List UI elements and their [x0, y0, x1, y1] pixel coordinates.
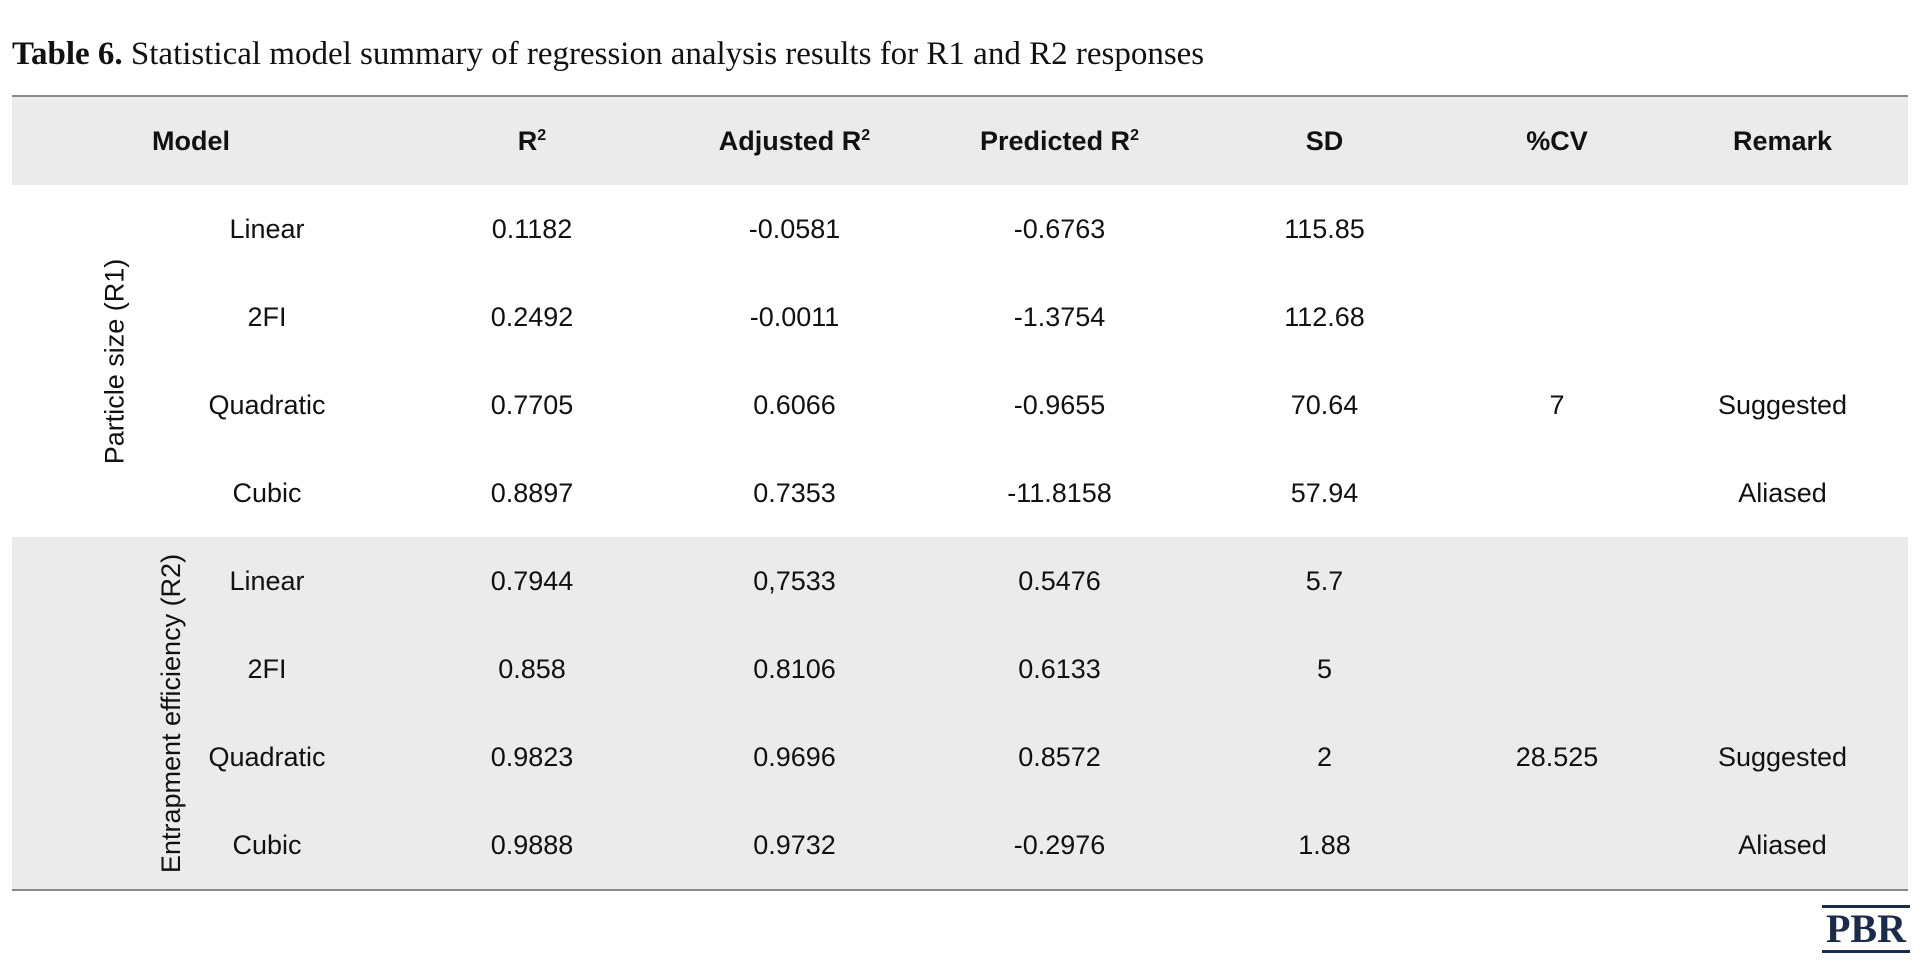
cell-model: Linear	[229, 565, 305, 596]
table-header-row	[12, 97, 1908, 185]
table-row	[12, 273, 1908, 361]
cell-remark	[1657, 625, 1908, 713]
cell-model: Cubic	[232, 829, 302, 860]
cell-remark	[1657, 537, 1908, 625]
cell-sd: 112.68	[1284, 301, 1365, 332]
publisher-logo: PBR	[1822, 905, 1910, 953]
header-cv: %CV	[1526, 125, 1588, 156]
table-group-r2	[12, 537, 1908, 889]
group-label: Entrapment efficiency (R2)	[156, 553, 187, 873]
cell-adjusted-r2: 0,7533	[753, 565, 836, 596]
cell-sd: 2	[1316, 741, 1333, 772]
cell-r2: 0.2492	[490, 301, 574, 332]
cell-cv	[1457, 185, 1657, 273]
cell-remark	[1657, 273, 1908, 361]
cell-adjusted-r2: 0.6066	[753, 389, 836, 420]
table-bottom-rule	[12, 889, 1908, 891]
group-label-cell	[12, 537, 187, 889]
cell-adjusted-r2: 0.8106	[753, 653, 836, 684]
cell-model: 2FI	[247, 301, 287, 332]
cell-cv: 28.525	[1515, 741, 1599, 772]
cell-predicted-r2: 0.6133	[1018, 653, 1101, 684]
cell-adjusted-r2: 0.9732	[753, 829, 836, 860]
cell-sd: 70.64	[1290, 389, 1359, 420]
cell-adjusted-r2: 0.7353	[753, 477, 836, 508]
group-label: Particle size (R1)	[99, 258, 130, 464]
cell-predicted-r2: -1.3754	[1013, 301, 1106, 332]
cell-r2: 0.1182	[491, 213, 573, 244]
cell-remark: Suggested	[1717, 389, 1848, 420]
cell-cv	[1457, 449, 1657, 537]
cell-adjusted-r2: -0.0581	[748, 213, 841, 244]
cell-r2: 0.858	[498, 653, 566, 684]
header-sd: SD	[1305, 125, 1344, 156]
cell-predicted-r2: 0.5476	[1018, 565, 1101, 596]
cell-predicted-r2: -0.6763	[1013, 213, 1106, 244]
cell-cv	[1457, 625, 1657, 713]
header-adjusted-r2: Adjusted $R^2$	[718, 125, 871, 156]
table-row	[12, 361, 1908, 449]
cell-remark	[1657, 185, 1908, 273]
cell-sd: 5	[1316, 653, 1333, 684]
cell-adjusted-r2: -0.0011	[749, 301, 840, 332]
cell-adjusted-r2: 0.9696	[753, 741, 836, 772]
table-row	[12, 185, 1908, 273]
cell-r2: 0.9823	[490, 741, 574, 772]
header-predicted-r2: Predicted $R^2$	[980, 125, 1139, 156]
cell-predicted-r2: -0.9655	[1013, 389, 1106, 420]
header-r2: $R^2$	[517, 125, 547, 156]
cell-remark: Aliased	[1738, 829, 1827, 860]
table-row	[12, 713, 1908, 801]
table-caption	[12, 32, 1204, 76]
cell-predicted-r2: -0.2976	[1013, 829, 1106, 860]
cell-r2: 0.8897	[490, 477, 574, 508]
cell-r2: 0.7705	[490, 389, 574, 420]
header-remark: Remark	[1732, 125, 1833, 156]
cell-sd: 57.94	[1290, 477, 1359, 508]
cell-model: 2FI	[247, 653, 287, 684]
cell-r2: 0.7944	[490, 565, 574, 596]
cell-cv	[1457, 801, 1657, 889]
cell-model: Quadratic	[208, 741, 326, 772]
header-group-spacer	[12, 97, 132, 185]
cell-sd: 5.7	[1305, 565, 1344, 596]
table-group-r1	[12, 185, 1908, 537]
cell-remark: Aliased	[1738, 477, 1827, 508]
table-container	[12, 95, 1908, 891]
table-caption-text: Statistical model summary of regression analysis results for R1 and R2 responses	[122, 36, 1205, 72]
cell-cv: 7	[1549, 389, 1565, 420]
cell-model: Linear	[229, 213, 305, 244]
cell-predicted-r2: 0.8572	[1018, 741, 1101, 772]
group-label-cell	[12, 185, 132, 537]
cell-predicted-r2: -11.8158	[1007, 477, 1112, 508]
table-row	[12, 625, 1908, 713]
cell-sd: 115.85	[1284, 213, 1365, 244]
regression-summary-table	[12, 97, 1908, 889]
cell-cv	[1457, 273, 1657, 361]
table-row	[12, 801, 1908, 889]
cell-sd: 1.88	[1298, 829, 1351, 860]
cell-r2: 0.9888	[490, 829, 574, 860]
cell-cv	[1457, 537, 1657, 625]
cell-model: Quadratic	[208, 389, 326, 420]
table-caption-label: Table 6.	[12, 36, 123, 72]
header-model: Model	[152, 125, 230, 156]
table-row	[12, 449, 1908, 537]
cell-remark: Suggested	[1717, 741, 1848, 772]
cell-model: Cubic	[232, 477, 302, 508]
table-row	[12, 537, 1908, 625]
